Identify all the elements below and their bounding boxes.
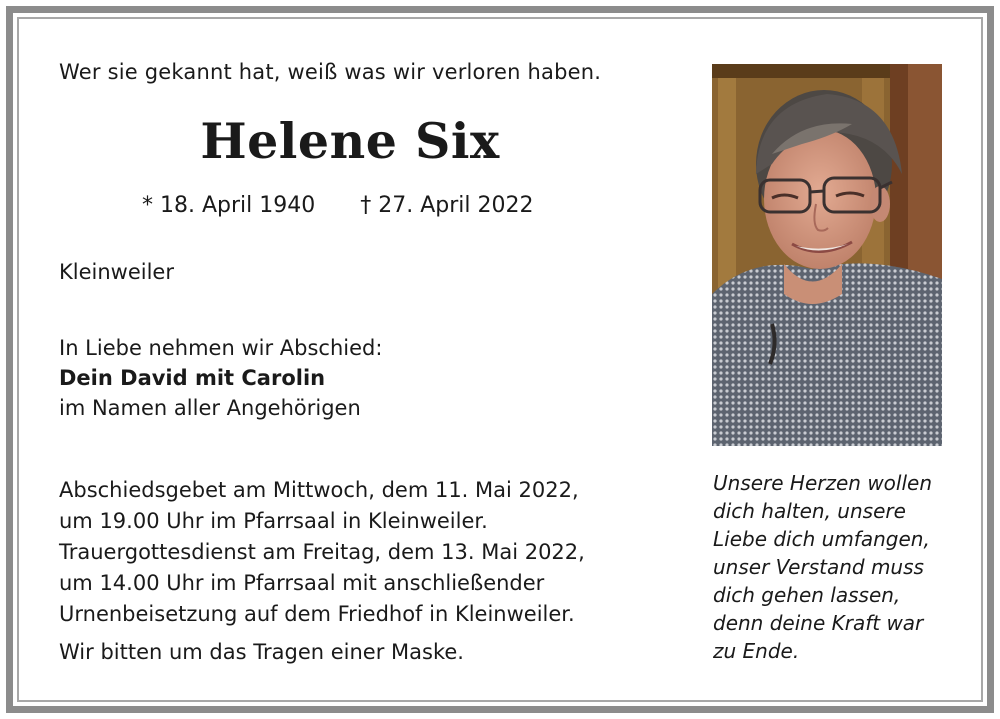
poem-line: zu Ende.	[713, 639, 800, 663]
poem-line: Unsere Herzen wollen	[713, 471, 933, 495]
notice-line: Trauergottesdienst am Freitag, dem 13. Mai 2022,	[59, 540, 585, 564]
service-notice	[59, 475, 585, 630]
home-place: Kleinweiler	[59, 260, 174, 284]
notice-line: um 19.00 Uhr im Pfarrsaal in Kleinweiler.	[59, 509, 488, 533]
death-date: † 27. April 2022	[360, 193, 534, 218]
deceased-name: Helene Six	[200, 112, 500, 170]
notice-line: Urnenbeisetzung auf dem Friedhof in Kleinweiler.	[59, 602, 575, 626]
poem-line: dich gehen lassen,	[713, 583, 901, 607]
motto-line: Wer sie gekannt hat, weiß was wir verloren haben.	[59, 60, 602, 84]
poem-line: Liebe dich umfangen,	[713, 527, 930, 551]
poem-line: unser Verstand muss	[713, 555, 924, 579]
farewell-closing: im Namen aller Angehörigen	[59, 396, 361, 420]
notice-line: Abschiedsgebet am Mittwoch, dem 11. Mai 2022,	[59, 478, 579, 502]
poem-line: dich halten, unsere	[713, 499, 906, 523]
life-dates	[142, 193, 534, 218]
poem-line: denn deine Kraft war	[713, 611, 924, 635]
mourner-names: Dein David mit Carolin	[59, 366, 326, 390]
farewell-intro: In Liebe nehmen wir Abschied:	[59, 336, 383, 360]
notice-line: um 14.00 Uhr im Pfarrsaal mit anschließender	[59, 571, 545, 595]
memorial-poem	[713, 469, 932, 665]
mask-request: Wir bitten um das Tragen einer Maske.	[59, 640, 464, 664]
farewell-block	[59, 333, 382, 423]
birth-date: * 18. April 1940	[142, 193, 316, 218]
portrait-photo	[712, 64, 942, 446]
